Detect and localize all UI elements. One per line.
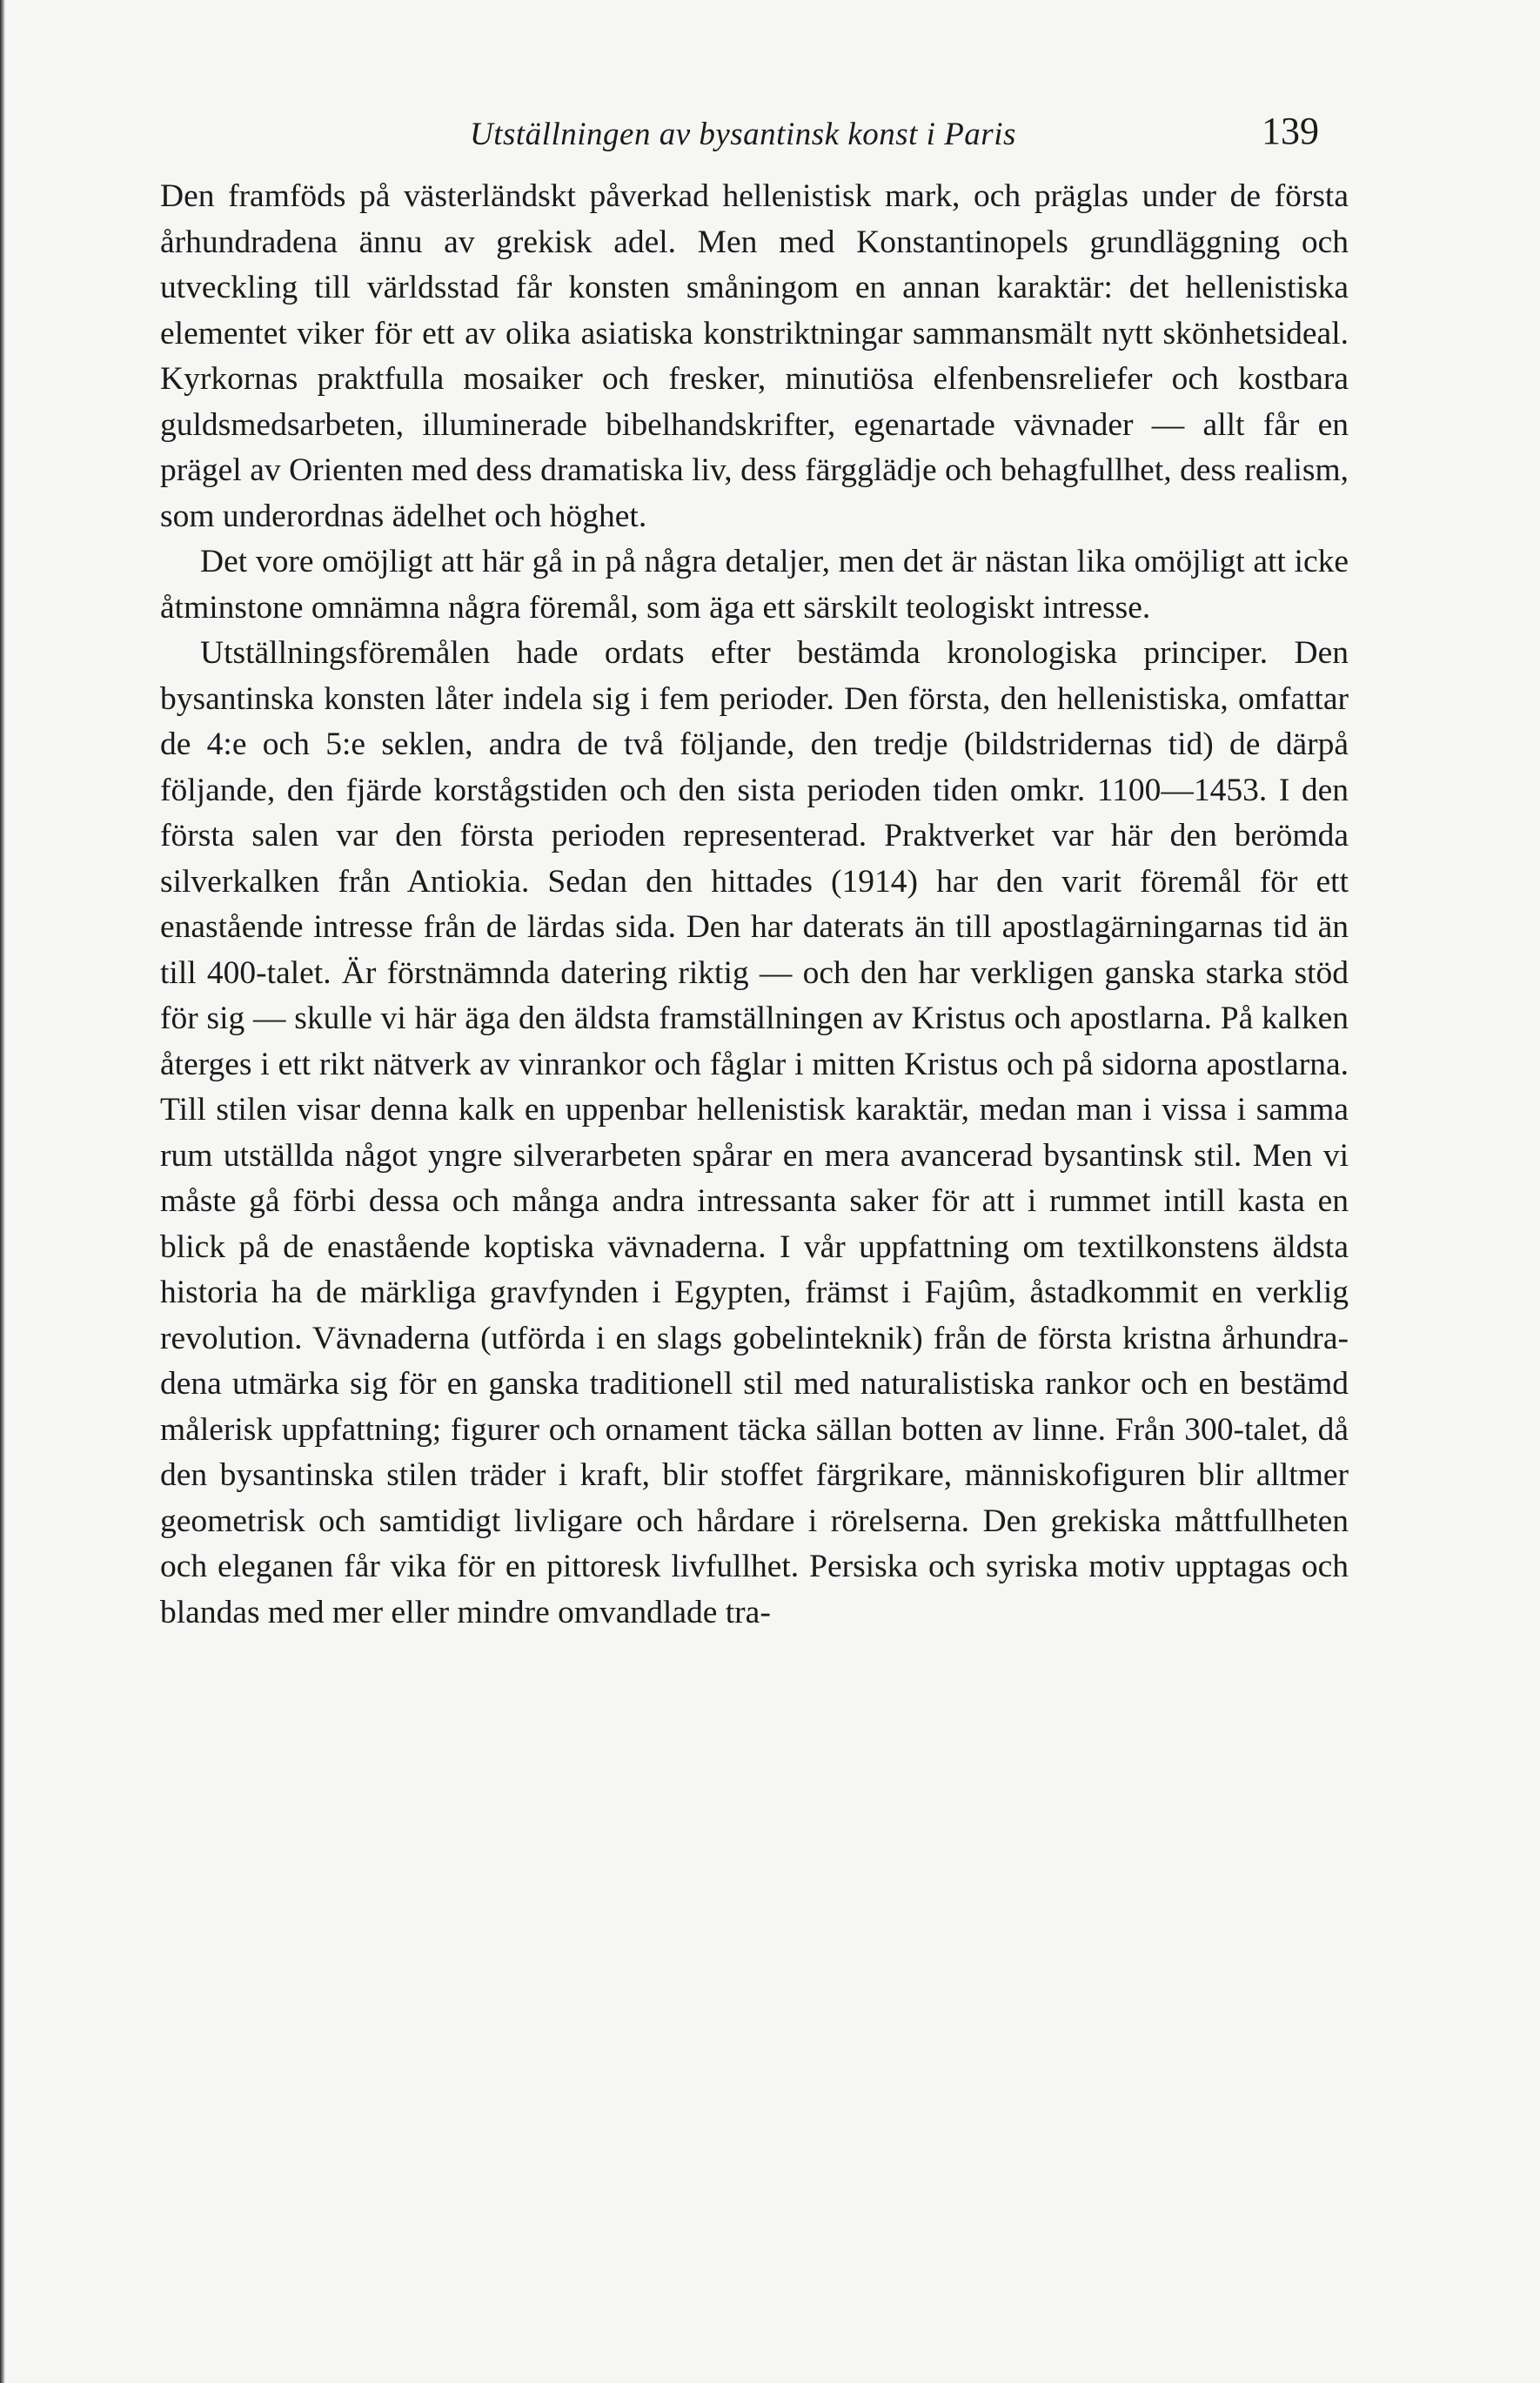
- paragraph-1: Den framföds på västerländskt påverkad hellenistisk mark, och präglas under de första århundradena ännu av grekisk adel. Men med Konstantinopels grundläggning och utveckling till världsstad får konsten småningom en annan karaktär: det hellenistiska elementet viker för ett av olika asiatiska konstriktningar sammansmält nytt skönhetsideal. Kyrkornas praktfulla mosaiker och fresker, minutiösa elfenbensreliefer och kostbara guldsmedsarbeten, illuminerade bibelhandskrifter, egenartade vävnader — allt får en prägel av Orienten med dess dramatiska liv, dess färgglädje och behagfullhet, dess realism, som underordnas ädelhet och höghet.: [160, 178, 1349, 534]
- page-number: 139: [1262, 110, 1319, 152]
- running-head: Utställningen av bysantinsk konst i Paris: [470, 117, 1016, 152]
- body-text: [160, 174, 1349, 1636]
- paragraph-2: Det vore omöjligt att här gå in på några detaljer, men det är nästan lika omöjligt att icke åtminstone omnämna några föremål, som äga ett särskilt teologiskt intresse.: [160, 544, 1349, 626]
- paragraph-3: Utställningsföremålen hade ordats efter bestämda kronologiska principer. Den bysantinska konsten låter indela sig i fem perioder. Den första, den hellenistiska, omfattar de 4:e och 5:e seklen, andra de två följande, den tredje (bildstridernas tid) de därpå följande, den fjärde korstågstiden och den sista perioden tiden omkr. 1100—1453. I den första salen var den första perioden representerad. Praktverket var här den berömda silverkalken från Antiokia. Sedan den hittades (1914) har den varit föremål för ett enastående intresse från de lärdas sida. Den har daterats än till apostlagärningarnas tid än till 400-talet. Är förstnämnda datering riktig — och den har verkligen ganska starka stöd för sig — skulle vi här äga den äldsta framställningen av Kristus och apostlarna. På kalken återges i ett rikt nätverk av vinrankor och fåglar i mitten Kristus och på sidorna apostlarna. Till stilen visar denna kalk en uppenbar hellenistisk karaktär, medan man i vissa i samma rum utställda något yngre silverarbeten spårar en mera avancerad bysantinsk stil. Men vi måste gå förbi dessa och många andra intressanta saker för att i rummet intill kasta en blick på de enastående koptiska vävnaderna. I vår uppfattning om textilkonstens äldsta historia ha de märkliga gravfynden i Egypten, främst i Fajûm, åstadkommit en verklig revolution. Vävnaderna (utförda i en slags gobelinteknik) från de första kristna århundradena utmärka sig för en ganska traditionell stil med naturalistiska rankor och en bestämd målerisk uppfattning; figurer och ornament täcka sällan botten av linne. Från 300-talet, då den bysantinska stilen träder i kraft, blir stoffet färgrikare, människofiguren blir alltmer geometrisk och samtidigt livligare och hårdare i rörelserna. Den grekiska måttfullheten och eleganen får vika för en pittoresk livfullhet. Persiska och syriska motiv upptagas och blandas med mer eller mindre omvandlade tra-: [160, 635, 1349, 1630]
- page-edge-shadow: [0, 0, 5, 2383]
